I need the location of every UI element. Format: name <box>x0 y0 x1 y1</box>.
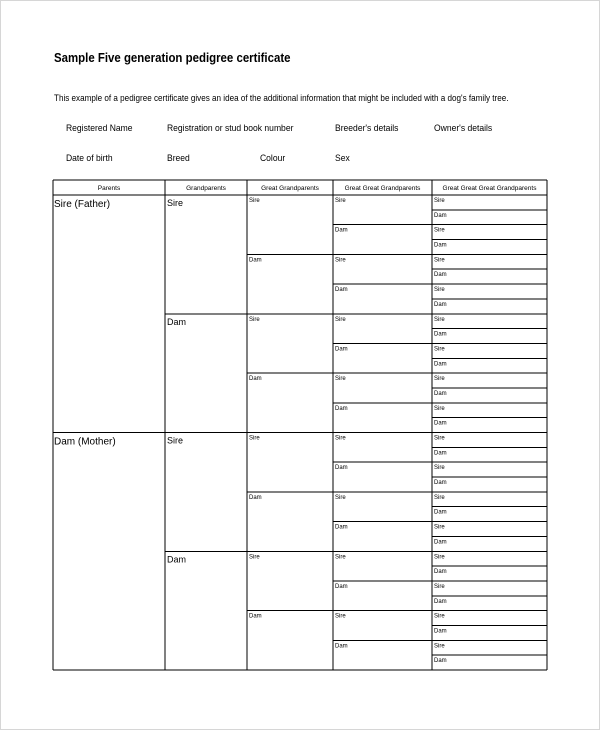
dam-cell-label: Dam <box>335 287 348 294</box>
parent-cell-label: Dam (Mother) <box>54 436 116 448</box>
field-sex: Sex <box>335 153 350 164</box>
dam-cell-label: Dam <box>434 301 447 308</box>
sire-cell-label: Sire <box>167 198 184 208</box>
dam-cell-label: Dam <box>434 658 447 665</box>
dam-cell-label: Dam <box>249 376 262 383</box>
sire-cell-label: Sire <box>434 494 445 501</box>
sire-cell-label: Sire <box>434 198 445 204</box>
sire-cell-label: Sire <box>434 346 445 353</box>
sire-cell-label: Sire <box>249 316 260 323</box>
table-header-cell: Great Grandparents <box>261 185 319 192</box>
sire-cell-label: Sire <box>335 316 346 323</box>
sire-cell-label: Sire <box>434 554 445 561</box>
sire-cell-label: Sire <box>434 405 445 412</box>
field-colour: Colour <box>260 153 286 164</box>
table-header-cell: Great Great Grandparents <box>344 185 421 192</box>
sire-cell-label: Sire <box>249 435 260 442</box>
sire-cell-label: Sire <box>434 316 445 323</box>
dam-cell-label: Dam <box>335 227 348 234</box>
sire-cell-label: Sire <box>335 376 346 383</box>
dam-cell-label: Dam <box>434 420 447 427</box>
sire-cell-label: Sire <box>434 435 445 442</box>
field-breed: Breed <box>167 153 190 164</box>
sire-cell-label: Sire <box>434 257 445 264</box>
dam-cell-label: Dam <box>335 405 348 412</box>
dam-cell-label: Dam <box>434 212 447 219</box>
table-header-cell: Grandparents <box>186 185 226 192</box>
dam-cell-label: Dam <box>434 272 447 279</box>
dam-cell-label: Dam <box>434 569 447 576</box>
page-title: Sample Five generation pedigree certificate <box>54 50 291 65</box>
field-breeders-details: Breeder's details <box>335 123 399 134</box>
field-owners-details: Owner's details <box>434 123 493 134</box>
dam-cell-label: Dam <box>335 643 348 650</box>
dam-cell-label: Dam <box>249 494 262 501</box>
dam-cell-label: Dam <box>167 316 187 327</box>
field-date-of-birth: Date of birth <box>66 153 113 164</box>
dam-cell-label: Dam <box>167 554 187 565</box>
sire-cell-label: Sire <box>335 257 346 264</box>
sire-cell-label: Sire <box>434 227 445 234</box>
sire-cell-label: Sire <box>434 287 445 294</box>
field-registration-number: Registration or stud book number <box>167 123 294 134</box>
dam-cell-label: Dam <box>434 628 447 635</box>
dam-cell-label: Dam <box>434 509 447 516</box>
sire-cell-label: Sire <box>249 554 260 561</box>
sire-cell-label: Sire <box>434 376 445 383</box>
sire-cell-label: Sire <box>335 435 346 442</box>
intro-text: This example of a pedigree certificate gives an idea of the additional information that might be included with a dog's family tree. <box>54 93 509 103</box>
dam-cell-label: Dam <box>335 583 348 590</box>
dam-cell-label: Dam <box>335 346 348 353</box>
sire-cell-label: Sire <box>335 494 346 501</box>
sire-cell-label: Sire <box>434 583 445 590</box>
dam-cell-label: Dam <box>434 450 447 457</box>
dam-cell-label: Dam <box>335 524 348 531</box>
parent-cell-label: Sire (Father) <box>54 199 111 210</box>
field-registered-name: Registered Name <box>66 123 133 134</box>
table-header-cell: Parents <box>97 185 121 192</box>
sire-cell-label: Sire <box>249 198 260 204</box>
dam-cell-label: Dam <box>434 390 447 397</box>
dam-cell-label: Dam <box>434 598 447 605</box>
dam-cell-label: Dam <box>434 480 447 487</box>
dam-cell-label: Dam <box>434 242 447 249</box>
dam-cell-label: Dam <box>335 465 348 472</box>
dam-cell-label: Dam <box>249 257 262 264</box>
sire-cell-label: Sire <box>434 613 445 620</box>
dam-cell-label: Dam <box>434 539 447 546</box>
sire-cell-label: Sire <box>434 524 445 531</box>
dam-cell-label: Dam <box>434 331 447 338</box>
dam-cell-label: Dam <box>434 361 447 368</box>
sire-cell-label: Sire <box>335 554 346 561</box>
table-header-cell: Great Great Great Grandparents <box>442 185 537 192</box>
sire-cell-label: Sire <box>434 643 445 650</box>
sire-cell-label: Sire <box>335 198 346 204</box>
sire-cell-label: Sire <box>335 613 346 620</box>
sire-cell-label: Sire <box>434 465 445 472</box>
dam-cell-label: Dam <box>249 613 262 620</box>
sire-cell-label: Sire <box>167 435 184 446</box>
